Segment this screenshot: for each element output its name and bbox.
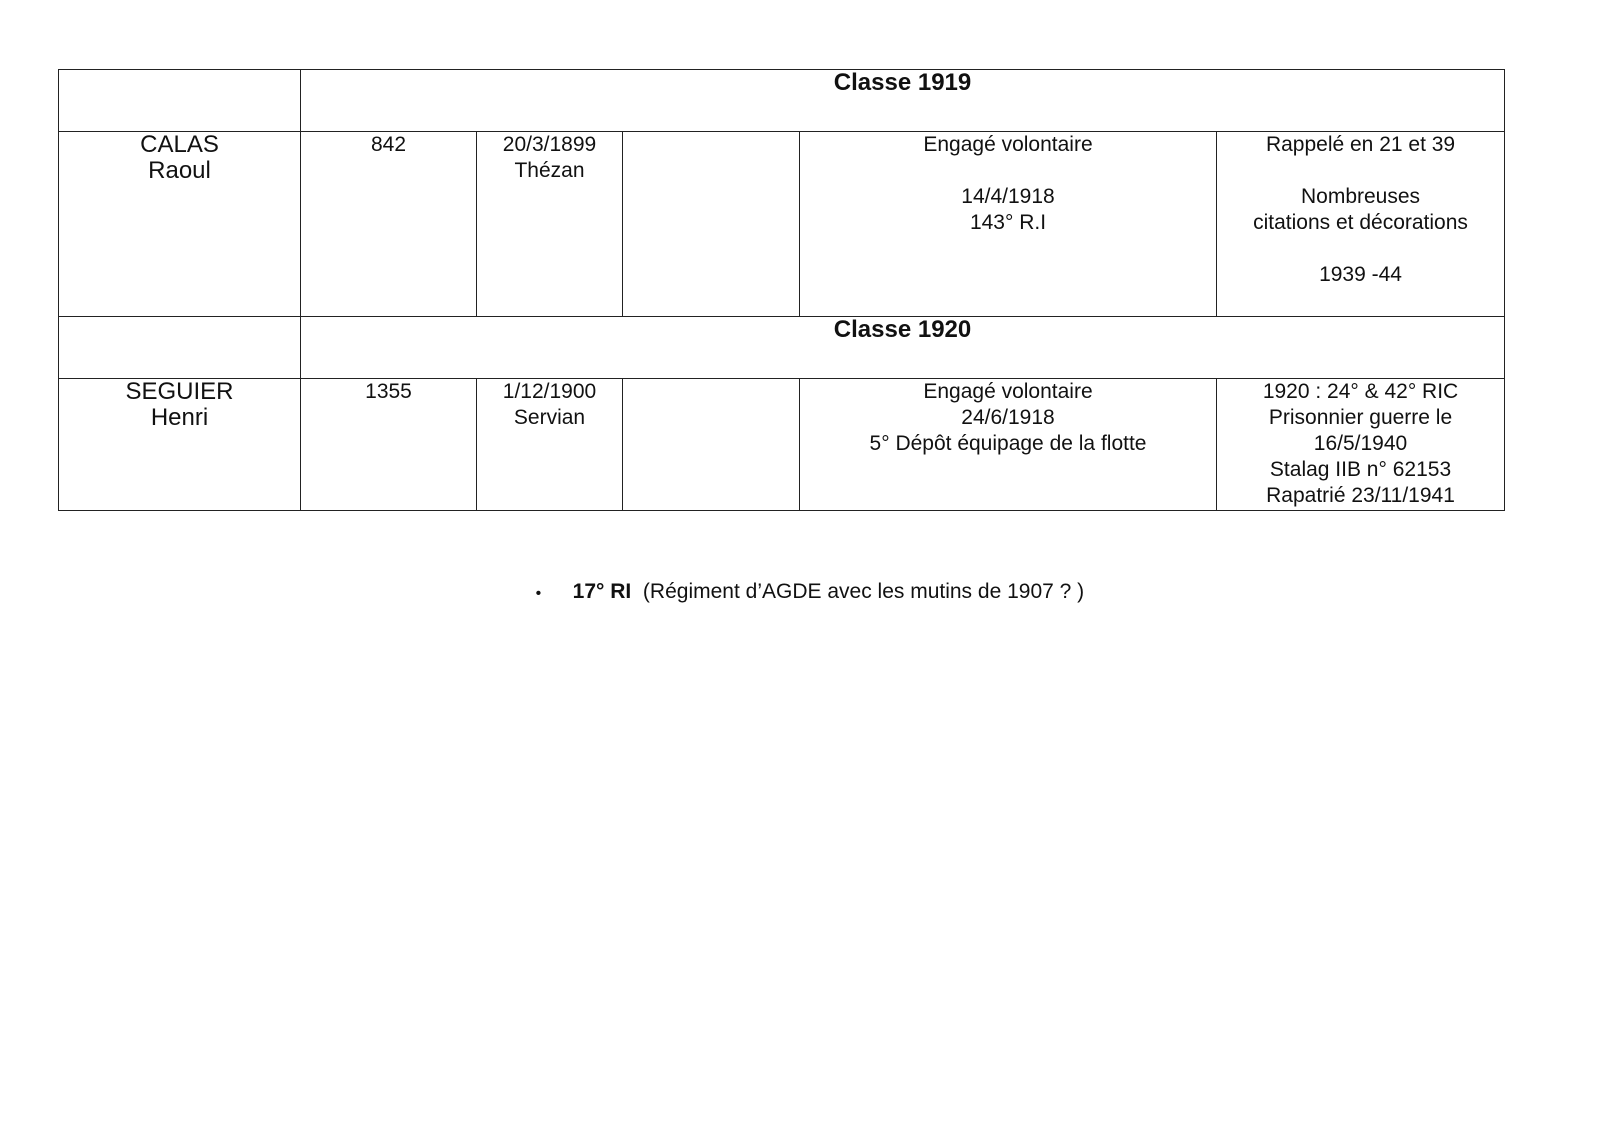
service-cell: Engagé volontaire 24/6/1918 5° Dépôt équipage de la flotte [800,379,1217,511]
bullet-icon: • [535,585,542,602]
table-row [59,379,1505,511]
birth-cell: 1/12/1900 Servian [477,379,623,511]
class-title: Classe 1919 [301,70,1505,132]
class-header-row [59,317,1505,379]
class-header-blank-cell [59,70,301,132]
footnote-bullet-item [524,556,1084,604]
number-cell: 842 [301,132,477,317]
birth-cell: 20/3/1899 Thézan [477,132,623,317]
regiment-label: 17° RI [572,580,632,603]
table-row [59,132,1505,317]
empty-cell [623,132,800,317]
empty-cell [623,379,800,511]
class-title: Classe 1920 [301,317,1505,379]
footnote-text: (Régiment d’AGDE avec les mutins de 1907 ? ) [631,580,1085,603]
name-cell: SEGUIER Henri [59,379,301,511]
service-cell: Engagé volontaire 14/4/1918 143° R.I [800,132,1217,317]
number-cell: 1355 [301,379,477,511]
notes-cell: Rappelé en 21 et 39 Nombreuses citations et décorations 1939 -44 [1217,132,1505,317]
name-cell: CALAS Raoul [59,132,301,317]
class-header-blank-cell [59,317,301,379]
class-header-row [59,70,1505,132]
notes-cell: 1920 : 24° & 42° RIC Prisonnier guerre le 16/5/1940 Stalag IIB n° 62153 Rapatrié 23/11/1941 [1217,379,1505,511]
records-table [58,69,1505,511]
